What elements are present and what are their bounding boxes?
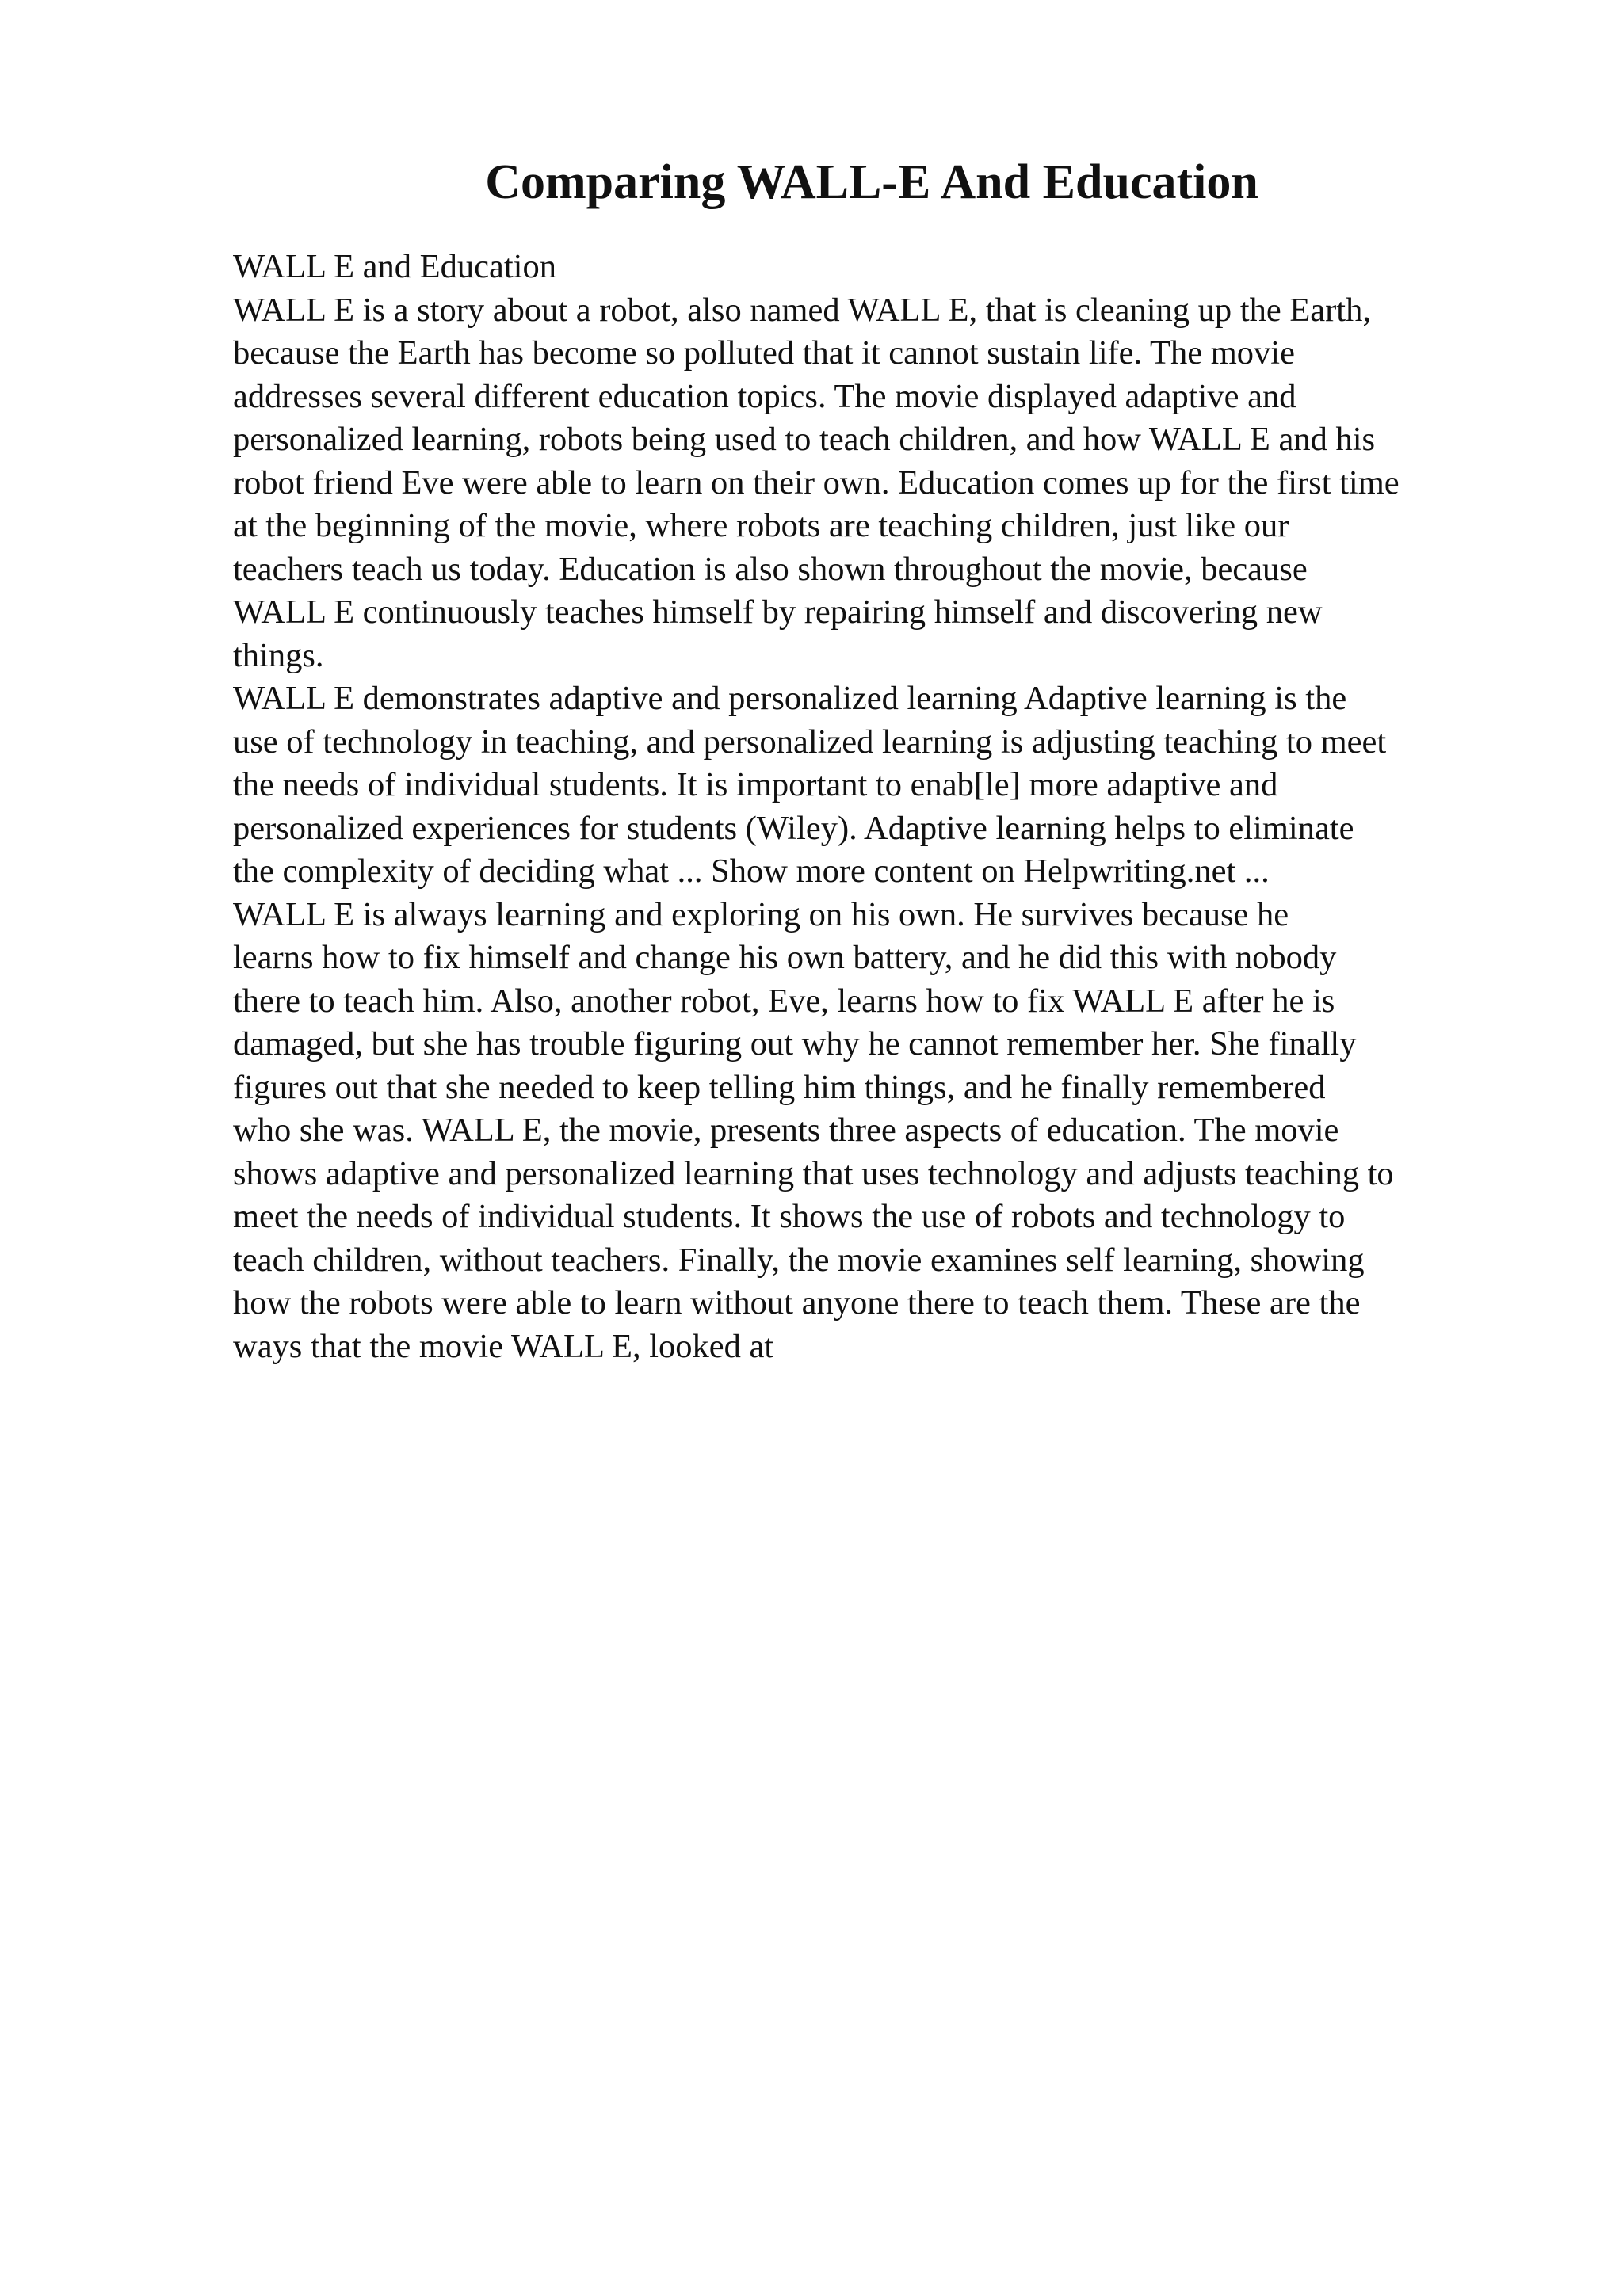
body-line: things. bbox=[233, 636, 324, 674]
body-line: who she was. WALL E, the movie, presents three aspects of education. The movie bbox=[233, 1112, 1339, 1149]
body-line: robot friend Eve were able to learn on their own. Education comes up for the first time bbox=[233, 463, 1400, 502]
body-line: use of technology in teaching, and personalized learning is adjusting teaching to meet bbox=[233, 723, 1387, 761]
body-line: addresses several different education topics. The movie displayed adaptive and bbox=[233, 377, 1296, 415]
body-line: meet the needs of individual students. It shows the use of robots and technology to bbox=[233, 1198, 1346, 1235]
body-line: there to teach him. Also, another robot, Eve, learns how to fix WALL E after he is bbox=[233, 982, 1335, 1020]
body-line: teach children, without teachers. Finally, the movie examines self learning, showing bbox=[233, 1241, 1365, 1279]
body-line: learns how to fix himself and change his own battery, and he did this with nobody bbox=[233, 939, 1337, 976]
body-line: personalized learning, robots being used to teach children, and how WALL E and his bbox=[233, 421, 1376, 458]
body-line: the needs of individual students. It is important to enab[le] more adaptive and bbox=[233, 766, 1278, 803]
body-line: WALL E is a story about a robot, also named WALL E, that is cleaning up the Earth, bbox=[233, 291, 1371, 329]
body-line: at the beginning of the movie, where robots are teaching children, just like our bbox=[233, 507, 1289, 544]
body-line-subtitle: WALL E and Education bbox=[233, 248, 556, 285]
document-body bbox=[233, 246, 1623, 1368]
body-line: because the Earth has become so polluted that it cannot sustain life. The movie bbox=[233, 334, 1295, 372]
body-line: WALL E continuously teaches himself by repairing himself and discovering new bbox=[233, 593, 1323, 631]
body-line: teachers teach us today. Education is also shown throughout the movie, because bbox=[233, 550, 1308, 588]
body-line: ways that the movie WALL E, looked at bbox=[233, 1327, 774, 1365]
body-line: how the robots were able to learn without anyone there to teach them. These are the bbox=[233, 1284, 1361, 1322]
body-line: WALL E is always learning and exploring on his own. He survives because he bbox=[233, 895, 1289, 933]
body-line: WALL E demonstrates adaptive and personalized learning Adaptive learning is the bbox=[233, 680, 1347, 717]
document-title: Comparing WALL-E And Education bbox=[485, 155, 1258, 209]
body-line: shows adaptive and personalized learning that uses technology and adjusts teaching to bbox=[233, 1154, 1394, 1192]
body-line: damaged, but she has trouble figuring out why he cannot remember her. She finally bbox=[233, 1025, 1357, 1062]
body-line: the complexity of deciding what ... Show more content on Helpwriting.net ... bbox=[233, 852, 1270, 890]
body-line: personalized experiences for students (Wiley). Adaptive learning helps to eliminate bbox=[233, 809, 1354, 847]
body-line: figures out that she needed to keep telling him things, and he finally remembered bbox=[233, 1068, 1326, 1106]
